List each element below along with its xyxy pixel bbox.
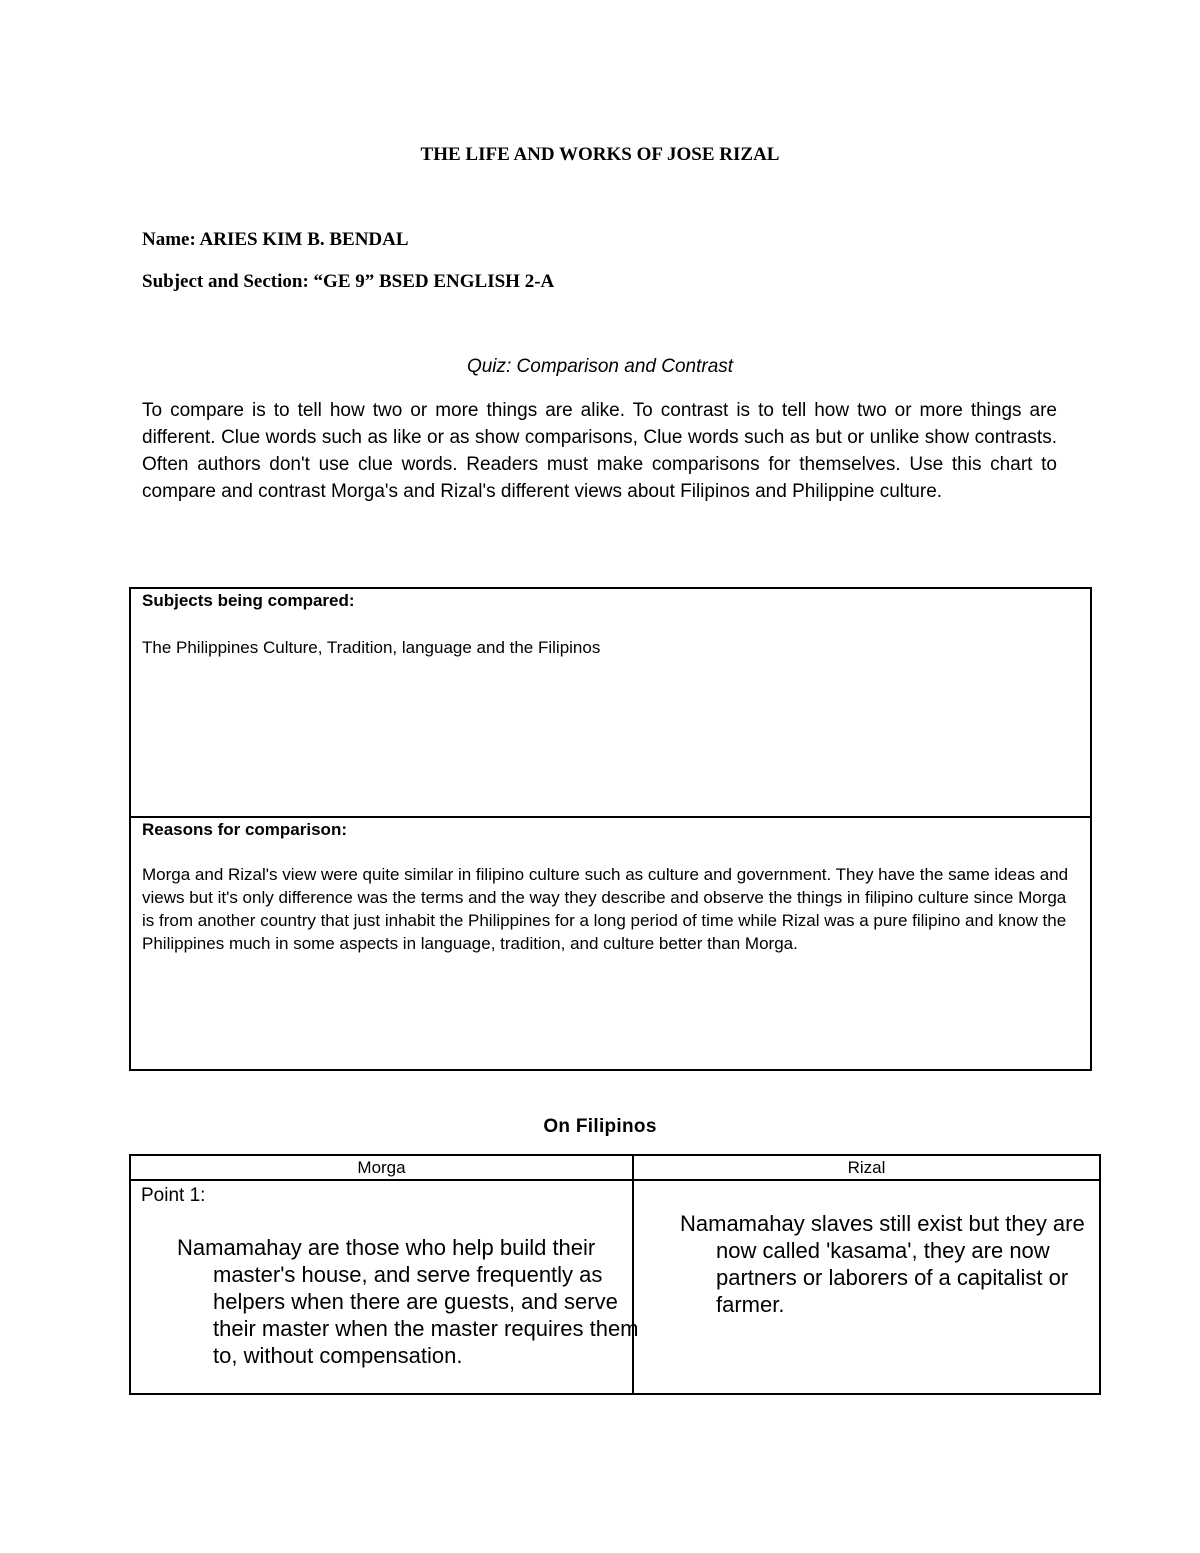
column-header-rizal: Rizal (847, 1158, 886, 1177)
point-label: Point 1: (141, 1185, 206, 1206)
column-header-morga: Morga (357, 1158, 406, 1177)
section-heading: On Filipinos (543, 1116, 657, 1137)
reasons-label: Reasons for comparison: (142, 820, 347, 839)
student-name: Name: ARIES KIM B. BENDAL (142, 229, 409, 250)
subjects-label: Subjects being compared: (142, 591, 355, 610)
subjects-text: The Philippines Culture, Tradition, language and the Filipinos (142, 638, 601, 657)
filipinos-table (129, 1154, 1101, 1395)
intro-paragraph: To compare is to tell how two or more things are alike. To contrast is to tell how two or more things are different. Clue words such as like or as show comparisons, Clue words such as but or unlike show contrasts. Often authors don't use clue words. Readers must make comparisons for themselves. Use this chart to compare and contrast Morga's and Rizal's different views about Filipinos and Philippine culture. (142, 400, 1057, 502)
rizal-view-text: Namamahay slaves still exist but they are now called 'kasama', they are now partners or laborers of a capitalist or farmer. (680, 1211, 1085, 1317)
reasons-text: Morga and Rizal's view were quite similar in filipino culture such as culture and government. They have the same ideas and views but it's only difference was the terms and the way they describe and observe the things in filipino culture since Morga is from another country that just inhabit the Philippines for a long period of time while Rizal was a pure filipino and know the Philippines much in some aspects in language, tradition, and culture better than Morga. (142, 865, 1069, 953)
morga-view-text: Namamahay are those who help build their master's house, and serve frequently as helpers when there are guests, and serve their master when the master requires them to, without compensation. (177, 1235, 639, 1368)
comparison-box (129, 587, 1092, 1071)
subject-and-section: Subject and Section: “GE 9” BSED ENGLISH 2-A (142, 271, 555, 292)
reasons-cell (131, 818, 1090, 1069)
header-divider (131, 1179, 1099, 1181)
quiz-title: Quiz: Comparison and Contrast (466, 356, 734, 377)
subjects-cell (131, 589, 1090, 818)
document-title: THE LIFE AND WORKS OF JOSE RIZAL (420, 144, 780, 165)
